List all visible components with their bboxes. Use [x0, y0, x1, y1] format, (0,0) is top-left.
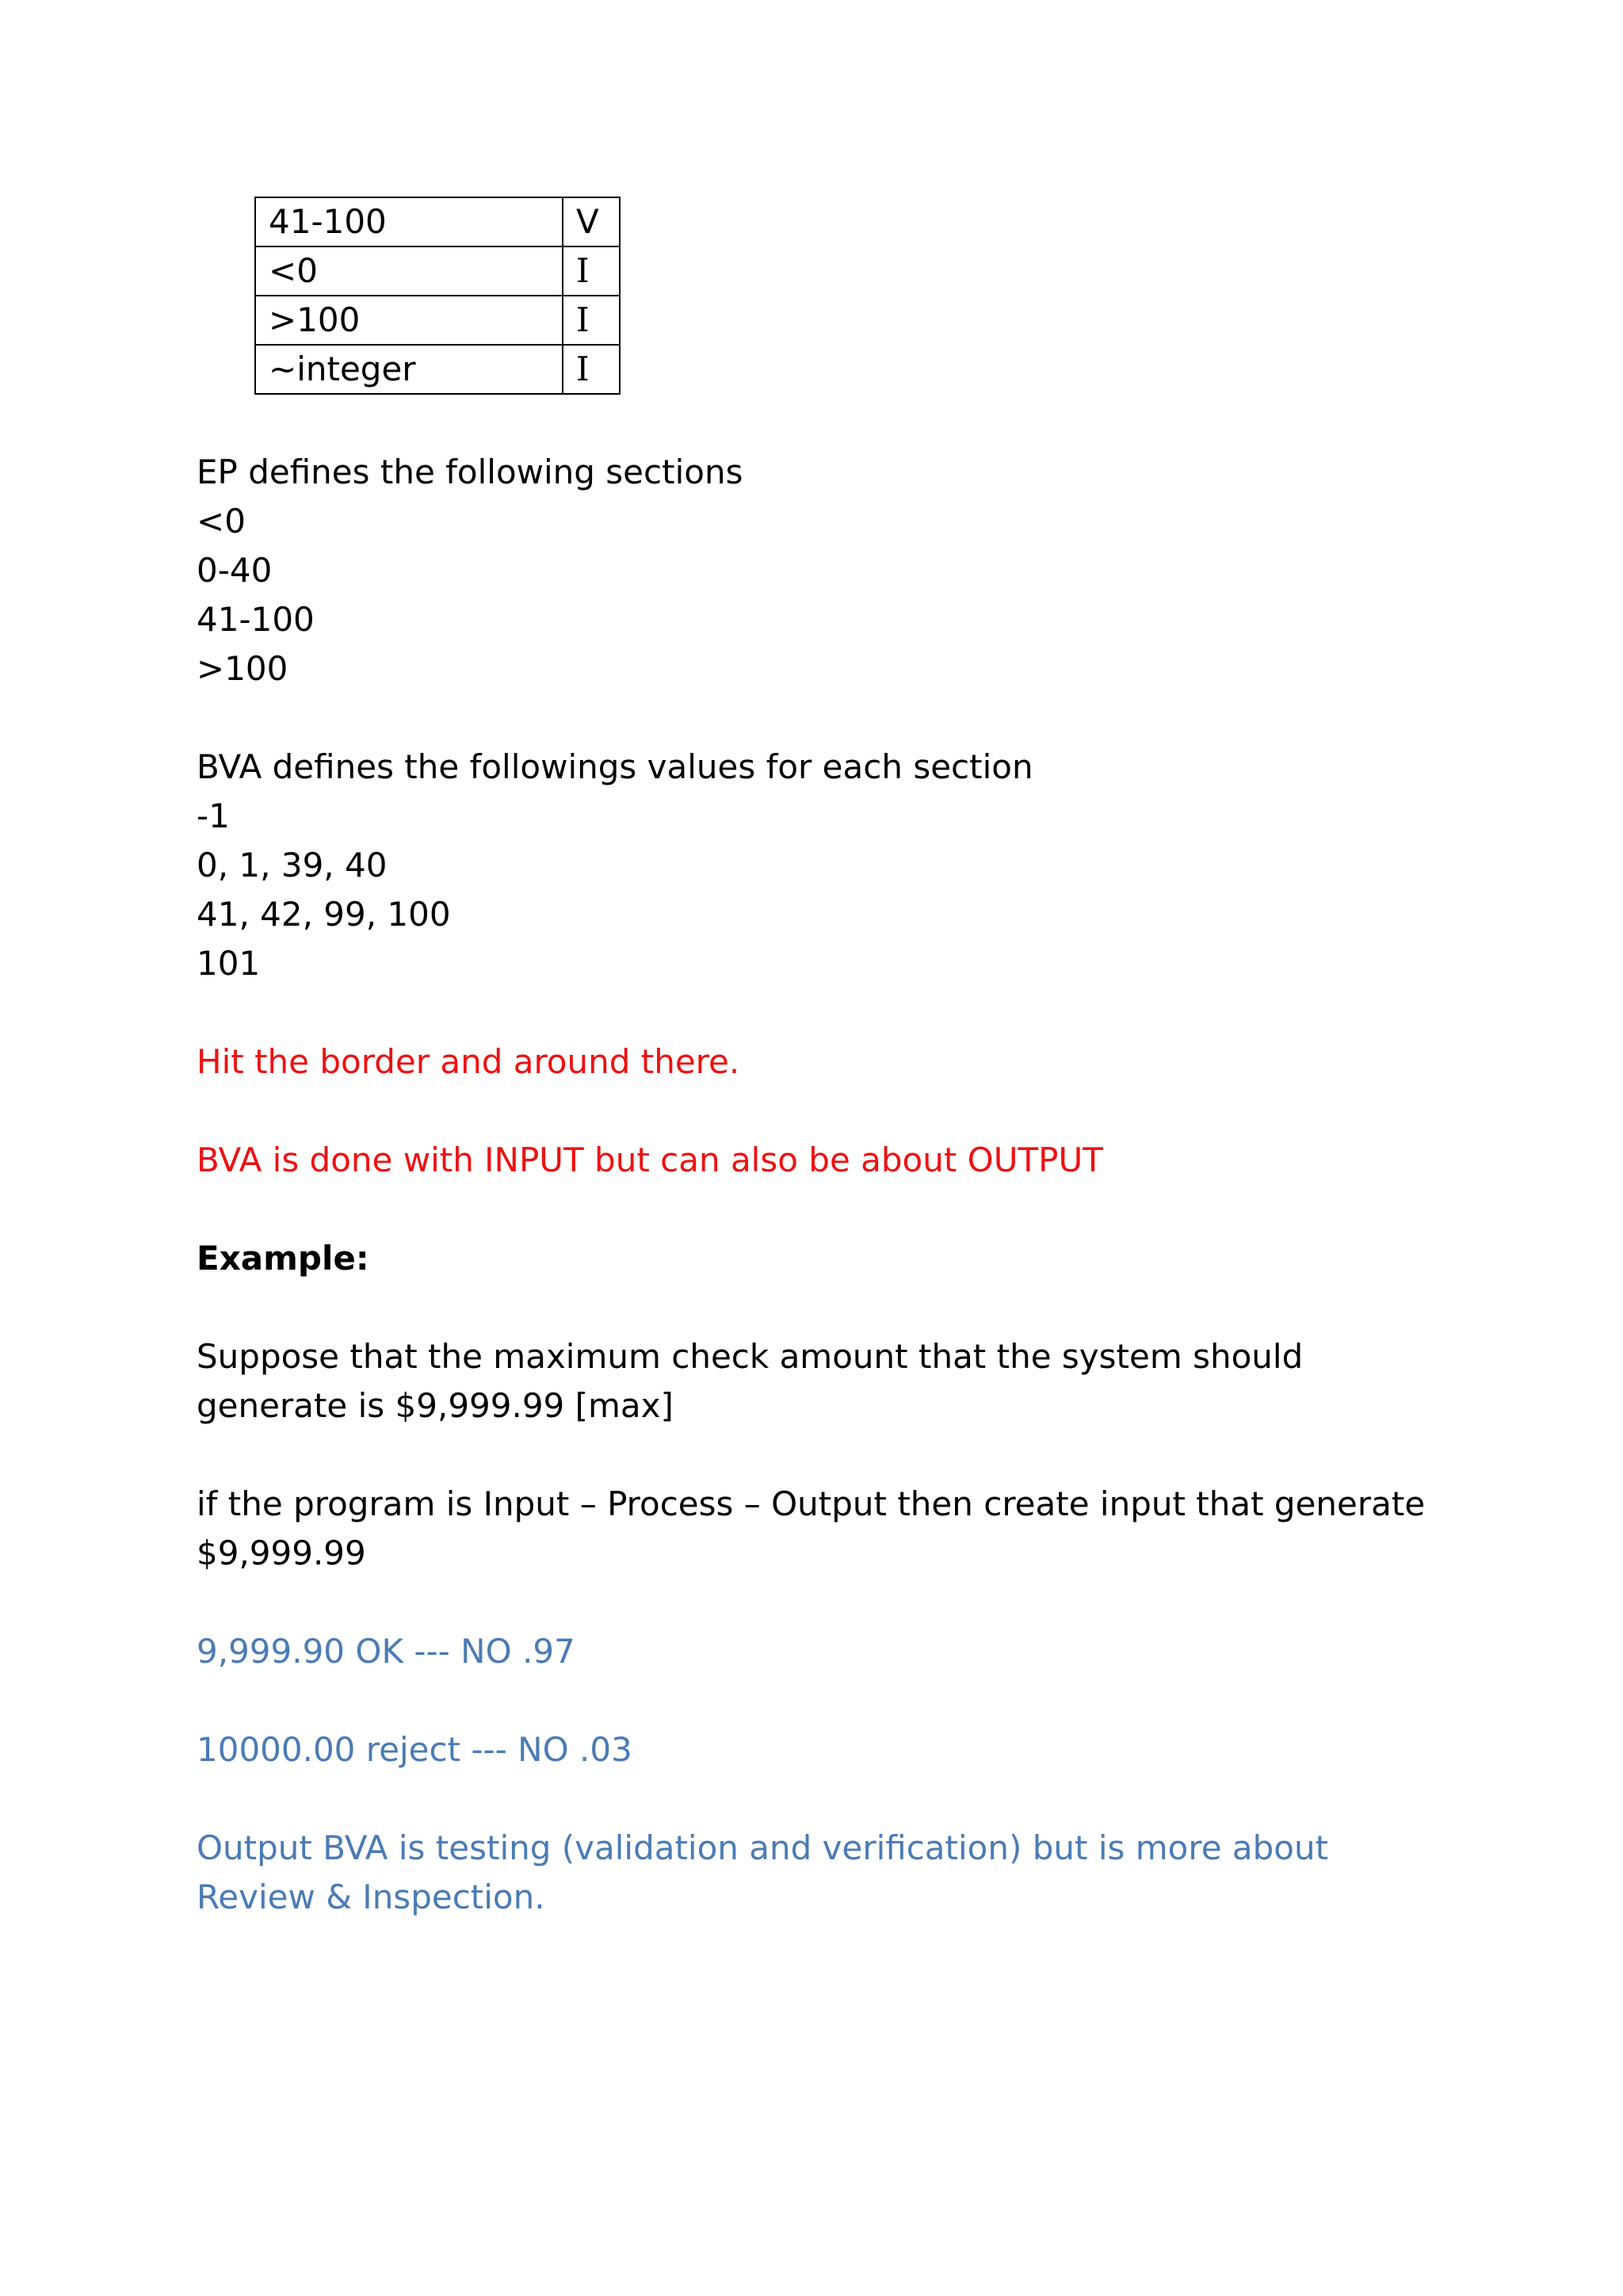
spacer	[197, 1431, 1449, 1480]
document-body	[197, 448, 1449, 1922]
spacer	[197, 1676, 1449, 1725]
bva-heading: BVA defines the followings values for each section	[197, 747, 1033, 786]
output-bva-line: Review & Inspection.	[197, 1878, 545, 1916]
ep-section-item: <0	[197, 502, 246, 541]
bva-value-item: -1	[197, 797, 230, 835]
table-row	[255, 246, 620, 296]
spacer	[197, 1283, 1449, 1332]
range-cell: 41-100	[255, 197, 563, 246]
program-text-line: if the program is Input – Process – Output then create input that generate	[197, 1484, 1426, 1523]
bva-value-item: 101	[197, 944, 261, 983]
table-row	[255, 345, 620, 394]
ep-heading: EP defines the following sections	[197, 453, 743, 491]
input-output-note: BVA is done with INPUT but can also be about OUTPUT	[197, 1140, 1103, 1179]
spacer	[197, 1087, 1449, 1136]
equivalence-class-table	[254, 197, 621, 395]
hit-border-note: Hit the border and around there.	[197, 1042, 740, 1081]
reject-value-line: 10000.00 reject --- NO .03	[197, 1730, 632, 1769]
spacer	[197, 1775, 1449, 1824]
range-cell: ~integer	[255, 345, 563, 394]
table-row	[255, 197, 620, 246]
validity-cell: I	[563, 246, 620, 296]
ok-value-line: 9,999.90 OK --- NO .97	[197, 1632, 575, 1671]
output-bva-line: Output BVA is testing (validation and verification) but is more about	[197, 1828, 1329, 1867]
validity-cell: I	[563, 296, 620, 345]
validity-cell: I	[563, 345, 620, 394]
suppose-text-line: generate is $9,999.99 [max]	[197, 1386, 674, 1425]
validity-cell: V	[563, 197, 620, 246]
spacer	[197, 1578, 1449, 1627]
spacer	[197, 988, 1449, 1037]
range-cell: >100	[255, 296, 563, 345]
table-row	[255, 296, 620, 345]
example-heading: Example:	[197, 1239, 369, 1278]
ep-section-item: 41-100	[197, 600, 315, 639]
range-cell: <0	[255, 246, 563, 296]
ep-section-item: 0-40	[197, 551, 273, 590]
bva-value-item: 41, 42, 99, 100	[197, 895, 451, 934]
spacer	[197, 1185, 1449, 1234]
bva-value-item: 0, 1, 39, 40	[197, 846, 388, 884]
suppose-text-line: Suppose that the maximum check amount that the system should	[197, 1337, 1304, 1376]
ep-section-item: >100	[197, 649, 288, 688]
program-text-line: $9,999.99	[197, 1534, 366, 1572]
spacer	[197, 693, 1449, 743]
